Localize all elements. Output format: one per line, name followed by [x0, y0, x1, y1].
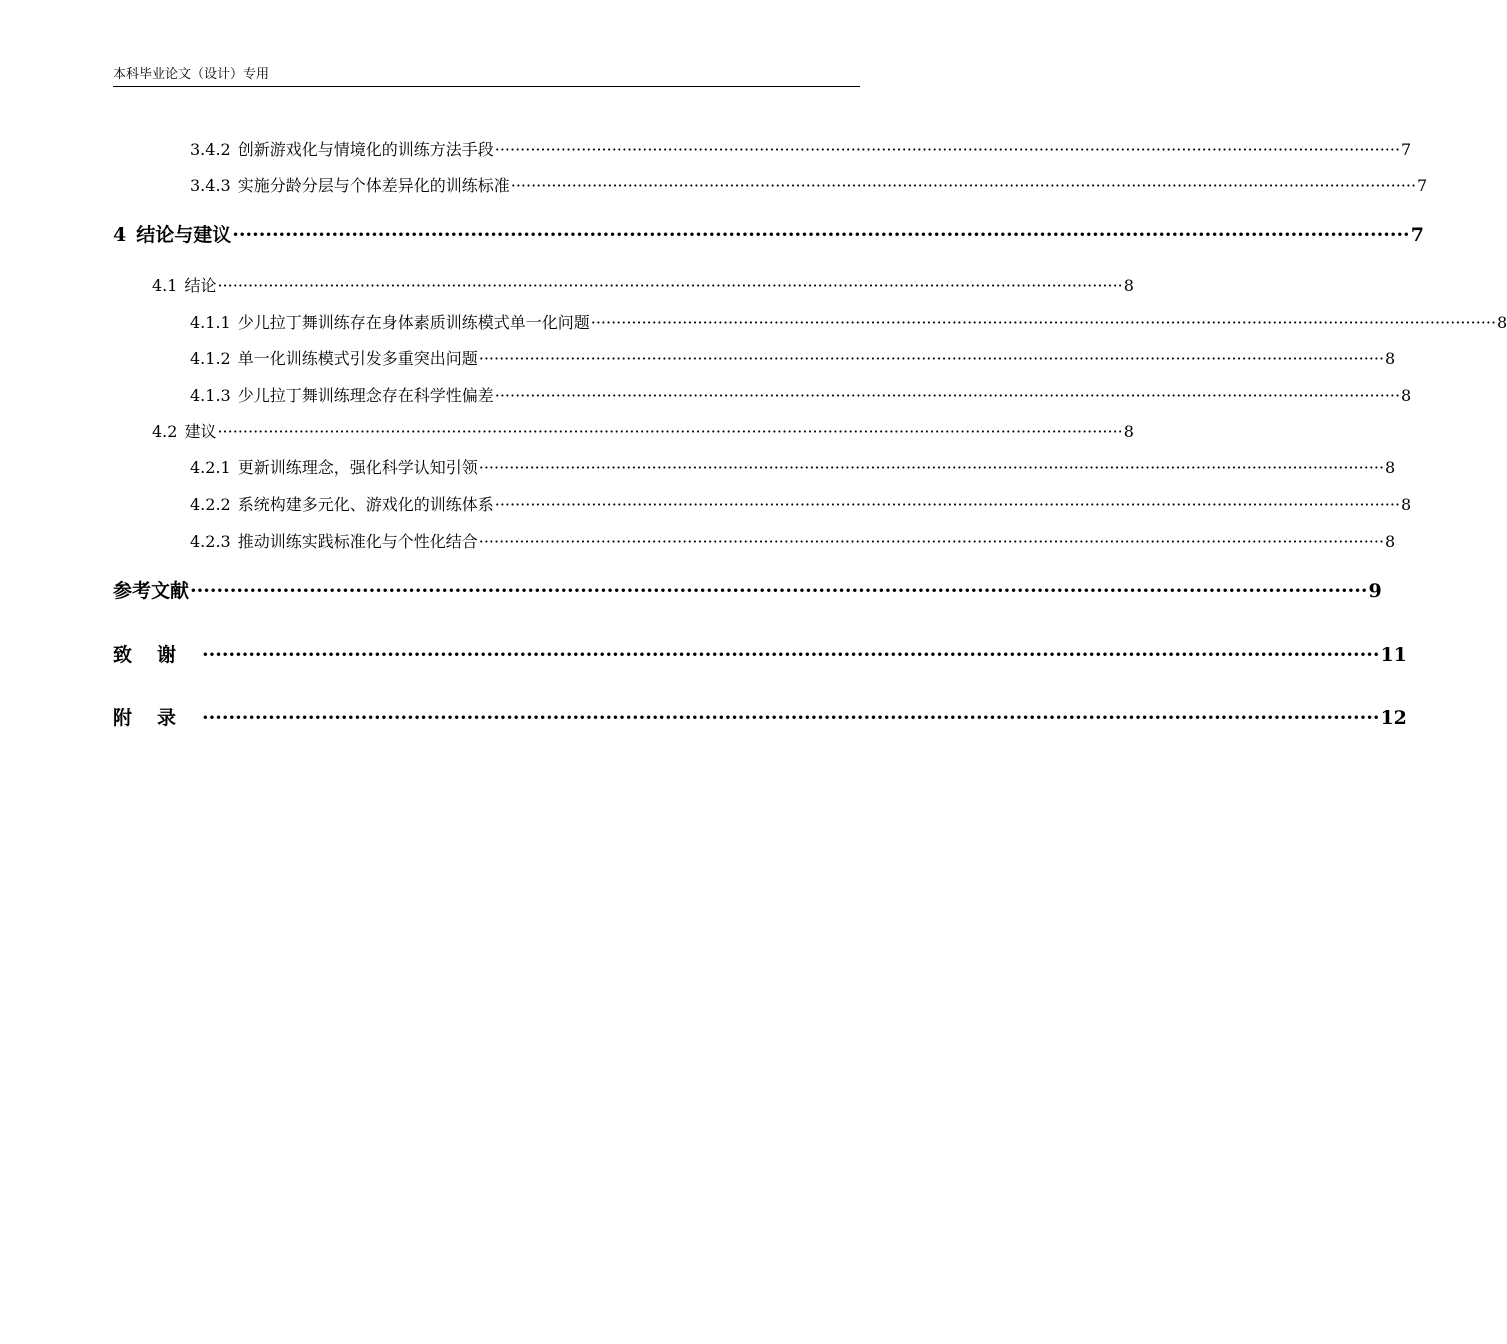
dot-leader: ··················································································································································································: [190, 580, 1368, 602]
toc-entry-number: 4.1.1: [190, 313, 231, 332]
dot-leader: ··················································································································································································: [478, 532, 1385, 551]
toc-entry-number: 3.4.3: [190, 176, 231, 195]
toc-entry-title: 少儿拉丁舞训练理念存在科学性偏差: [237, 386, 494, 405]
toc-entry-4-2-1[interactable]: [190, 457, 1396, 479]
dot-leader: ··················································································································································································: [494, 386, 1401, 405]
toc-entry-page: 12: [1380, 707, 1407, 729]
dot-leader: ··················································································································································································: [232, 224, 1410, 246]
toc-entry-4-1-1[interactable]: [190, 312, 1507, 334]
dot-leader: ··················································································································································································: [217, 422, 1123, 441]
toc-entry-number: 4.1: [152, 276, 178, 295]
dot-leader: ··················································································································································································: [202, 644, 1380, 666]
dot-leader: ··················································································································································································: [494, 495, 1401, 514]
toc-entry-4-2[interactable]: [152, 421, 1134, 443]
toc-entry-page: 9: [1368, 580, 1382, 602]
toc-entry-number: 4.2: [152, 422, 178, 441]
dot-leader: ··················································································································································································: [510, 176, 1417, 195]
toc-entry-page: 8: [1401, 495, 1412, 514]
toc-entry-title: 建议: [184, 422, 217, 441]
toc-entry-number: 4.1.2: [190, 349, 231, 368]
toc-entry-4-1[interactable]: [152, 275, 1134, 297]
toc-entry-number: 4.2.1: [190, 458, 231, 477]
toc-entry-page: 8: [1385, 458, 1396, 477]
toc-chapter-4[interactable]: [113, 222, 1424, 248]
toc-entry-page: 8: [1123, 422, 1134, 441]
dot-leader: ··················································································································································································: [590, 313, 1497, 332]
toc-entry-title: 更新训练理念，强化科学认知引领: [237, 458, 478, 477]
toc-entry-3-4-2[interactable]: [190, 139, 1412, 161]
toc-entry-title: 附录: [113, 707, 202, 729]
dot-leader: ··················································································································································································: [494, 140, 1401, 159]
toc-entry-page: 7: [1417, 176, 1428, 195]
toc-entry-3-4-3[interactable]: [190, 175, 1428, 197]
toc-entry-page: 8: [1385, 349, 1396, 368]
toc-entry-number: 3.4.2: [190, 140, 231, 159]
toc-entry-title: 创新游戏化与情境化的训练方法手段: [237, 140, 494, 159]
toc-entry-title: 单一化训练模式引发多重突出问题: [237, 349, 478, 368]
toc-acknowledgements[interactable]: [113, 642, 1407, 668]
toc-entry-4-2-3[interactable]: [190, 531, 1396, 553]
toc-entry-title: 推动训练实践标准化与个性化结合: [237, 532, 478, 551]
toc-references[interactable]: [113, 578, 1382, 604]
toc-entry-title: 致谢: [113, 644, 202, 666]
toc-entry-title: 参考文献: [113, 580, 190, 602]
toc-entry-4-1-3[interactable]: [190, 385, 1412, 407]
dot-leader: ··················································································································································································: [202, 707, 1380, 729]
toc-entry-page: 11: [1380, 644, 1407, 666]
toc-entry-4-2-2[interactable]: [190, 494, 1412, 516]
toc-entry-page: 8: [1123, 276, 1134, 295]
toc-appendix[interactable]: [113, 705, 1407, 731]
dot-leader: ··················································································································································································: [217, 276, 1123, 295]
toc-entry-4-1-2[interactable]: [190, 348, 1396, 370]
header-title: 本科毕业论文（设计）专用: [113, 67, 270, 82]
toc-entry-page: 8: [1401, 386, 1412, 405]
toc-entry-page: 7: [1410, 224, 1424, 246]
toc-entry-title: 实施分龄分层与个体差异化的训练标准: [237, 176, 510, 195]
toc-entry-title: 系统构建多元化、游戏化的训练体系: [237, 495, 494, 514]
toc-entry-number: 4.2.3: [190, 532, 231, 551]
dot-leader: ··················································································································································································: [478, 458, 1385, 477]
toc-entry-title: 少儿拉丁舞训练存在身体素质训练模式单一化问题: [237, 313, 590, 332]
toc-entry-number: 4.2.2: [190, 495, 231, 514]
toc-entry-title: 结论: [184, 276, 217, 295]
dot-leader: ··················································································································································································: [478, 349, 1385, 368]
toc-entry-number: 4: [113, 224, 127, 246]
toc-entry-page: 8: [1497, 313, 1507, 332]
toc-entry-page: 8: [1385, 532, 1396, 551]
toc-entry-title: 结论与建议: [136, 224, 232, 246]
toc-entry-number: 4.1.3: [190, 386, 231, 405]
toc-entry-page: 7: [1401, 140, 1412, 159]
